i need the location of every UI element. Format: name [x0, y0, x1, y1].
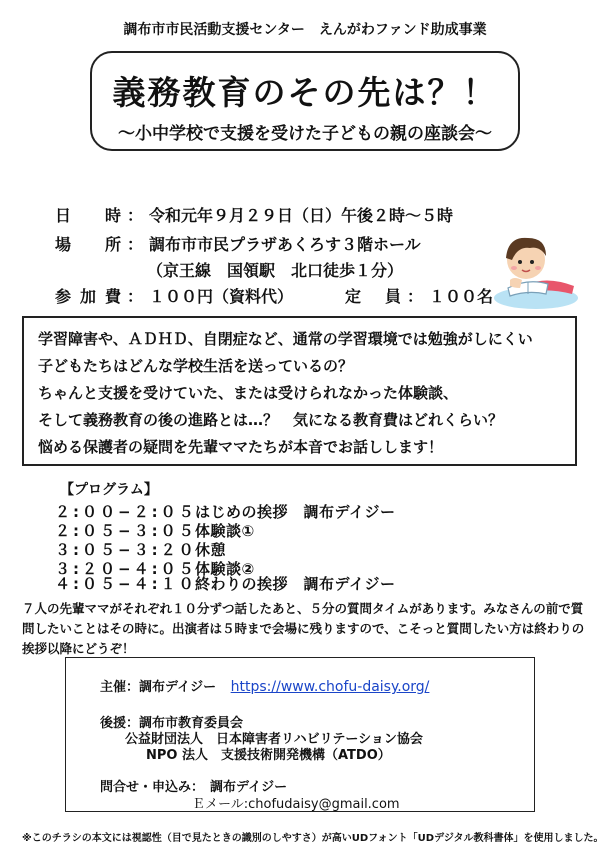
info-date: 日時 ： 令和元年９月２９日（日）午後２時～５時 [55, 203, 453, 226]
host-line [100, 676, 429, 695]
support-org-3: NPO 法人 支援技術開発機構（ATDO） [146, 748, 391, 763]
capacity-label: 定員 [345, 287, 401, 306]
program-time: ３:０５−３:２０ [55, 541, 197, 559]
header-line: 調布市市民活動支援センター えんがわファンド助成事業 [123, 22, 487, 38]
description-line: そして義務教育の後の進路とは…？ 気になる教育費はどれくらい？ [38, 411, 504, 429]
capacity-value: １００名 [429, 287, 494, 306]
host-website-link[interactable]: https://www.chofu-daisy.org/ [230, 679, 430, 695]
inquiry-label: 問合せ・申込み： [100, 780, 205, 795]
program-item [55, 520, 255, 541]
program-label: 終わりの挨拶 調布デイジー [195, 575, 396, 593]
info-fee: 参加費 ： １００円（資料代） [55, 284, 293, 307]
description-line: 子どもたちはどんな学校生活を送っているの？ [38, 357, 354, 375]
description-line: 学習障害や、ＡＤＨＤ、自閉症など、通常の学習環境では勉強がしにくい [38, 330, 533, 348]
footer-note: ※このチラシの本文には視認性（目で見たときの識別のしやすさ）が高いUDフォント「UDデジタル教科書体」を使用しました。 [22, 833, 604, 844]
program-time: ２:０５−３:０５ [55, 522, 197, 540]
program-label: はじめの挨拶 調布デイジー [195, 503, 396, 521]
title-box [90, 51, 520, 151]
program-time: ３:２０−４:０５ [55, 560, 197, 578]
info-capacity: 定員 ： １００名 [345, 284, 493, 307]
contact-box [65, 657, 535, 812]
info-place: 場所 ： 調布市市民プラザあくろす３階ホール [55, 232, 421, 255]
place-label: 場所 [55, 235, 121, 254]
program-note: ７人の先輩ママがそれぞれ１０分ずつ話したあと、５分の質問タイムがあります。みなさんの前で質問したいことはその時に。出演者は５時まで会場に残りますので、こそっと質問したい方は終わりの挨拶以降にどうぞ！ [22, 601, 585, 656]
program-time: ４:０５−４:１０ [55, 575, 197, 593]
program-label: 体験談① [195, 522, 255, 540]
description-line: ちゃんと支援を受けていた、または受けられなかった体験談、 [38, 384, 459, 402]
description-line: 悩める保護者の疑問を先輩ママたちが本音でお話しします！ [38, 438, 444, 456]
support-org-1: 調布市教育委員会 [139, 716, 244, 731]
description-box [22, 316, 577, 466]
contact-email[interactable]: Ｅメール:chofudaisy@gmail.com [192, 797, 400, 812]
support-label: 後援： [100, 716, 140, 731]
program-time: ２:００−２:０５ [55, 503, 197, 521]
inquiry-name: 調布デイジー [210, 780, 288, 795]
date-label: 日時 [55, 206, 121, 225]
page-subtitle: ～小中学校で支援を受けた子どもの親の座談会～ [118, 124, 492, 144]
program-heading: 【プログラム】 [60, 482, 158, 498]
page-title: 義務教育のその先は？！ [112, 73, 498, 112]
program-item [55, 539, 226, 560]
place-access: （京王線 国領駅 北口徒歩１分） [147, 261, 404, 280]
host-label: 主催： [100, 680, 140, 695]
program-label: 休憩 [195, 541, 227, 559]
child-reading-illustration [488, 222, 580, 314]
host-name: 調布デイジー [139, 680, 217, 695]
date-value: 令和元年９月２９日（日）午後２時～５時 [149, 206, 454, 225]
fee-value: １００円（資料代） [149, 287, 294, 306]
program-item [55, 501, 395, 522]
program-item [55, 573, 395, 594]
place-value: 調布市市民プラザあくろす３階ホール [149, 235, 421, 254]
support-org-2: 公益財団法人 日本障害者リハビリテーション協会 [125, 732, 423, 747]
fee-label: 参加費 [55, 287, 121, 306]
program-label: 体験談② [195, 560, 255, 578]
